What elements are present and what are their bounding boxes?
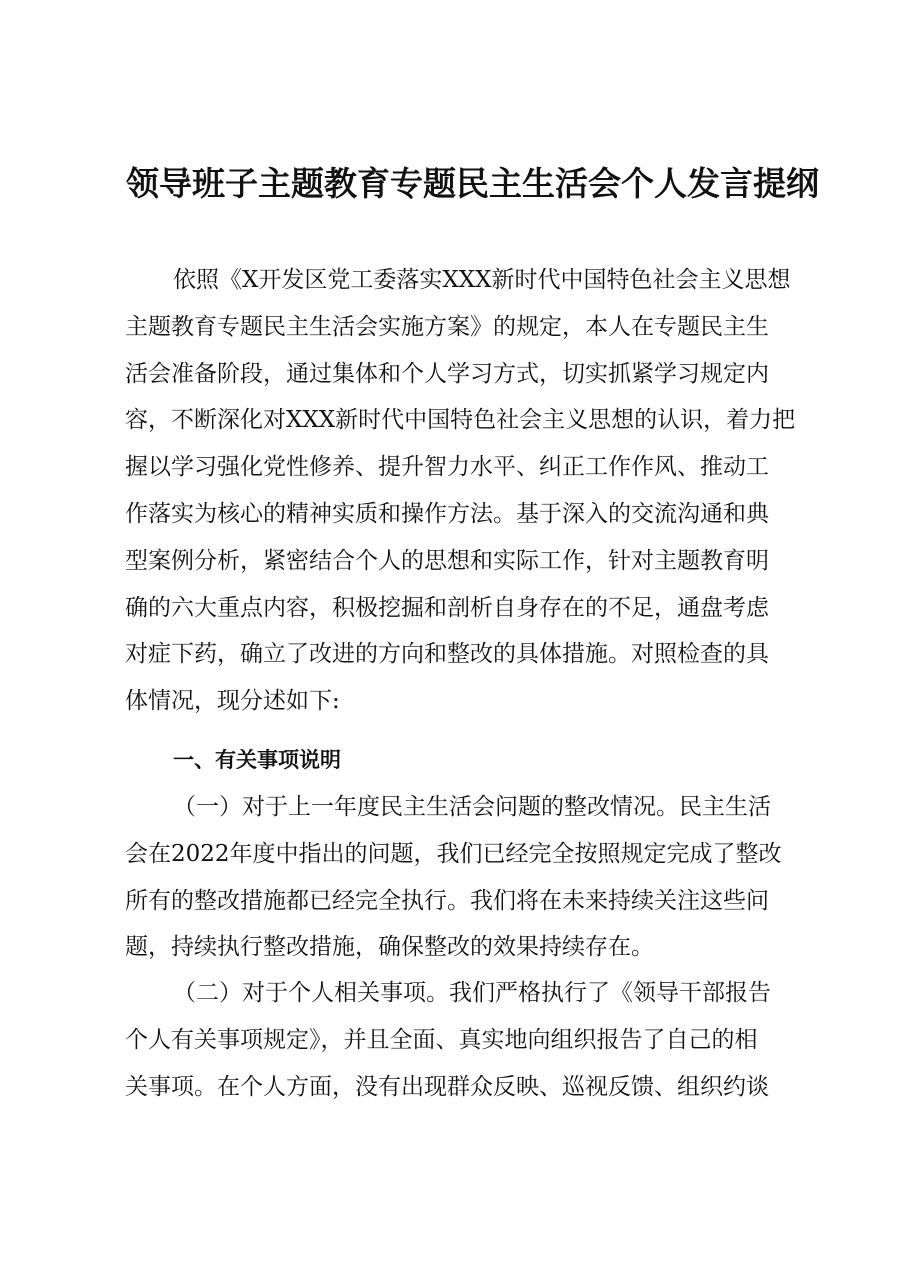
section-heading: 一、有关事项说明 [173, 748, 341, 772]
paragraph-line: 题，持续执行整改措施，确保整改的效果持续存在。 [125, 934, 654, 961]
paragraph-line: 个人有关事项规定》，并且全面、真实地向组织报告了自己的相 [125, 1026, 758, 1053]
paragraph-line: 依照《X开发区党工委落实XXX新时代中国特色社会主义思想 [173, 267, 791, 293]
paragraph-line: 会在2022年度中指出的问题，我们已经完全按照规定完成了整改 [125, 840, 782, 867]
paragraph-line: 容，不断深化对XXX新时代中国特色社会主义思想的认识，着力把 [125, 407, 796, 434]
paragraph-line: 体情况，现分述如下: [125, 688, 340, 715]
personal-matters-paragraph [125, 970, 825, 1110]
paragraph-line: （一）对于上一年度民主生活会问题的整改情况。民主生活 [173, 794, 771, 820]
paragraph-line: （二）对于个人相关事项。我们严格执行了《领导干部报告 [173, 980, 771, 1006]
paragraph-line: 握以学习强化党性修养、提升智力水平、纠正工作作风、推动工 [125, 454, 769, 481]
paragraph-line: 确的六大重点内容，积极挖掘和剖析自身存在的不足，通盘考虑 [125, 594, 769, 621]
paragraph-line: 主题教育专题民主生活会实施方案》的规定，本人在专题民主生 [125, 313, 769, 340]
paragraph-line: 关事项。在个人方面，没有出现群众反映、巡视反馈、组织约谈 [125, 1073, 769, 1100]
document-title: 领导班子主题教育专题民主生活会个人发言提纲 [126, 164, 819, 203]
paragraph-line: 对症下药，确立了改进的方向和整改的具体措施。对照检查的具 [125, 641, 769, 668]
paragraph-line: 作落实为核心的精神实质和操作方法。基于深入的交流沟通和典 [125, 500, 769, 527]
paragraph-line: 型案例分析，紧密结合个人的思想和实际工作，针对主题教育明 [125, 547, 769, 574]
intro-paragraph [125, 257, 825, 725]
rectification-paragraph [125, 784, 825, 971]
paragraph-line: 所有的整改措施都已经完全执行。我们将在未来持续关注这些问 [125, 887, 769, 914]
paragraph-line: 活会准备阶段，通过集体和个人学习方式，切实抓紧学习规定内 [125, 360, 769, 387]
